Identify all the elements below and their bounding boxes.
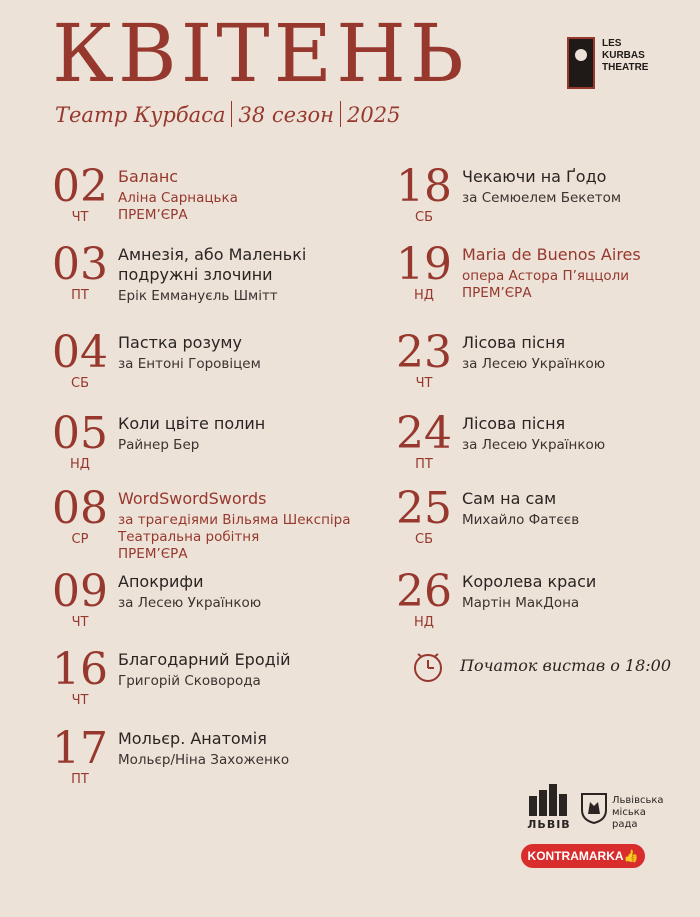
- event-info: [118, 167, 378, 224]
- lviv-city-logo-text: ЛЬВІВ: [527, 818, 571, 831]
- lviv-council-text: [612, 795, 664, 831]
- event-title: Пастка розуму: [118, 333, 242, 352]
- event-day: 24: [396, 408, 452, 459]
- event-author: за Семюелем Бекетом: [462, 190, 622, 206]
- event-weekday: НД: [414, 288, 434, 303]
- event-weekday: ЧТ: [71, 615, 89, 630]
- event-note: ПРЕМ’ЄРА: [462, 285, 532, 301]
- event-day: 09: [52, 566, 108, 617]
- event-info: [462, 414, 700, 454]
- event-day: 25: [396, 483, 452, 534]
- event-weekday: НД: [70, 457, 90, 472]
- event-day: 03: [52, 239, 108, 290]
- event-item: [396, 566, 696, 640]
- subtitle: [55, 101, 400, 127]
- event-day: 26: [396, 566, 452, 617]
- event-title: Maria de Buenos Aires: [462, 245, 641, 264]
- event-item: [396, 161, 696, 235]
- event-weekday: ЧТ: [71, 693, 89, 708]
- event-author: за Лесею Українкою: [118, 595, 262, 611]
- event-title: Сам на сам: [462, 489, 557, 508]
- event-day: 08: [52, 483, 108, 534]
- kontramarka-button[interactable]: KONTRAMARKA👍: [521, 844, 645, 868]
- event-title: Лісова пісня: [462, 414, 566, 433]
- event-info: [462, 489, 700, 529]
- les-kurbas-logo-icon: [567, 37, 595, 89]
- council-line-3: рада: [612, 819, 638, 830]
- event-day: 18: [396, 161, 452, 212]
- event-title: Лісова пісня: [462, 333, 566, 352]
- event-title: Благодарний Еродій: [118, 650, 291, 669]
- event-title: Королева краси: [462, 572, 597, 591]
- event-author: Аліна Сарнацька: [118, 190, 238, 206]
- event-day: 04: [52, 327, 108, 378]
- event-title: Апокрифи: [118, 572, 204, 591]
- event-item: [52, 408, 352, 482]
- subtitle-divider: [231, 101, 232, 127]
- event-item: [52, 723, 352, 797]
- event-info: [462, 572, 700, 612]
- event-item: [52, 161, 352, 235]
- event-day: 19: [396, 239, 452, 290]
- event-title: Амнезія, або Маленькі подружні злочини: [118, 245, 307, 284]
- subtitle-year: 2025: [347, 103, 401, 127]
- event-item: [52, 483, 352, 562]
- event-info: [462, 333, 700, 373]
- event-note: ПРЕМ’ЄРА: [118, 207, 188, 223]
- event-author: Ерік Еммануєль Шмітт: [118, 288, 278, 304]
- event-day: 16: [52, 644, 108, 695]
- event-weekday: ПТ: [71, 288, 89, 303]
- event-info: [118, 572, 378, 612]
- subtitle-divider: [340, 101, 341, 127]
- event-author: Михайло Фатєєв: [462, 512, 580, 528]
- event-title: Баланс: [118, 167, 179, 186]
- council-line-1: Львівська: [612, 795, 664, 806]
- subtitle-theatre: Театр Курбаса: [55, 103, 226, 127]
- event-weekday: ЧТ: [415, 376, 433, 391]
- subtitle-season: 38 сезон: [238, 103, 334, 127]
- event-title: WordSwordSwords: [118, 489, 267, 508]
- event-item: [52, 644, 352, 718]
- start-time-note: Початок вистав о 18:00: [460, 656, 672, 675]
- event-info: [118, 729, 378, 769]
- event-author: Григорій Сковорода: [118, 673, 261, 689]
- event-author: опера Астора П’яццоли: [462, 268, 630, 284]
- event-item: [396, 239, 696, 313]
- event-day: 02: [52, 161, 108, 212]
- event-title: Мольєр. Анатомія: [118, 729, 267, 748]
- lviv-council-crest-icon: [580, 792, 608, 824]
- event-info: [118, 333, 378, 373]
- event-weekday: СБ: [415, 532, 433, 547]
- event-weekday: ПТ: [71, 772, 89, 787]
- event-info: [118, 489, 378, 563]
- event-title: Коли цвіте полин: [118, 414, 266, 433]
- event-author: Мартін МакДона: [462, 595, 580, 611]
- event-day: 17: [52, 723, 108, 774]
- event-weekday: СР: [71, 532, 89, 547]
- event-title: Чекаючи на Ґодо: [462, 167, 607, 186]
- event-info: [118, 414, 378, 454]
- logo-line-1: LES: [602, 38, 622, 49]
- event-weekday: СБ: [415, 210, 433, 225]
- event-author: за Лесею Українкою: [462, 437, 606, 453]
- page-title: КВІТЕНЬ: [52, 7, 468, 100]
- logo-line-2: KURBAS: [602, 50, 645, 61]
- event-author: за Ентоні Горовіцем: [118, 356, 261, 372]
- event-info: [462, 245, 700, 302]
- event-item: [52, 239, 352, 313]
- event-author: Мольєр/Ніна Захоженко: [118, 752, 290, 768]
- clock-icon: [412, 651, 444, 683]
- les-kurbas-logo: [567, 37, 677, 92]
- council-line-2: міська: [612, 807, 646, 818]
- event-item: [52, 327, 352, 401]
- event-weekday: ЧТ: [71, 210, 89, 225]
- event-weekday: НД: [414, 615, 434, 630]
- event-item: [396, 327, 696, 401]
- event-note: ПРЕМ’ЄРА: [118, 546, 188, 562]
- event-info: [462, 167, 700, 207]
- event-day: 05: [52, 408, 108, 459]
- event-info: [118, 650, 378, 690]
- event-author: за трагедіями Вільяма Шекспіра: [118, 512, 351, 528]
- event-weekday: СБ: [71, 376, 89, 391]
- event-item: [52, 566, 352, 640]
- event-weekday: ПТ: [415, 457, 433, 472]
- event-author: за Лесею Українкою: [462, 356, 606, 372]
- event-author: Райнер Бер: [118, 437, 200, 453]
- logo-line-3: THEATRE: [602, 62, 649, 73]
- event-item: [396, 483, 696, 557]
- event-item: [396, 408, 696, 482]
- event-day: 23: [396, 327, 452, 378]
- event-info: [118, 245, 378, 305]
- event-note: Театральна робітня: [118, 529, 260, 545]
- les-kurbas-logo-text: [602, 38, 648, 74]
